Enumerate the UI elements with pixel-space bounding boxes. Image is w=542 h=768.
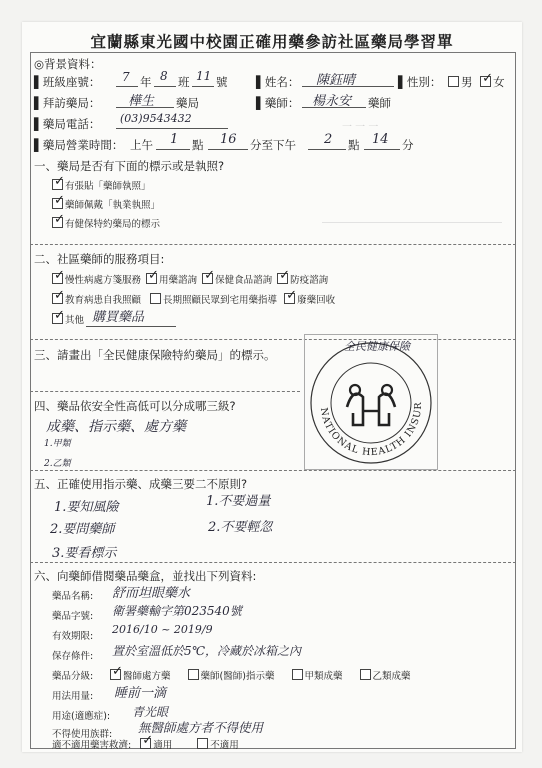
q6-relief-label: 適不適用藥害救濟: [52,740,132,751]
q6-usage-label: 用法用量: [52,691,94,702]
q2-title: 二、社區藥師的服務項目: [34,252,165,266]
class-unit: 班 [178,75,190,89]
section-background-header: ◎背景資料： [34,57,102,71]
checkmark-icon: ✓ [54,308,65,323]
q2-checkbox[interactable] [284,288,297,304]
checkmark-icon: ✓ [54,174,65,189]
q2-checkbox[interactable] [146,268,159,284]
grade-unit: 年 [140,75,152,89]
nhi-logo-icon [305,335,437,469]
hours-start-min: 16 [220,132,237,147]
q2-checkbox[interactable] [150,293,161,304]
q5-do-1: 1.要知風險 [54,500,119,515]
gender-female-label: 女 [493,75,505,89]
logo-ring-text: NATIONAL HEALTH INSUR [317,401,425,459]
q6-class-option-label: 乙類成藥 [372,671,411,682]
checkmark-icon: ✓ [142,733,154,748]
hours-start-hour: 1 [170,132,179,147]
q1-title: 一、藥局是否有下面的標示或是執照? [34,159,225,173]
q6-indication-value: 青光眼 [132,705,169,719]
q2-other [52,308,85,326]
seat-unit: 號 [216,75,228,89]
q6-storage-value: 置於室溫低於5℃，冷藏於冰箱之內 [112,644,302,658]
q6-class-option-label: 甲類成藥 [304,671,343,682]
q6-class-option-label: 醫師處方藥 [123,671,171,682]
q1-item [52,174,151,192]
q1-item-label: 藥師佩戴「執業執照」 [65,200,161,211]
name-value: 陳鈺晴 [316,73,356,88]
q5-dont-2: 2.不要輕忽 [208,520,273,535]
q6-relief-no-label: 不適用 [210,740,239,751]
worksheet [22,22,522,752]
nhi-logo-drawing [304,334,438,470]
hours-end-min: 14 [372,132,389,147]
q6-indication-label: 用途(適應症): [52,711,111,722]
q6-class-option-label: 藥師(醫師)指示藥 [200,671,275,682]
q2-row2 [52,288,336,306]
q6-class-label: 藥品分級: [52,671,94,682]
q6-forbidden-value: 無醫師處方者不得使用 [138,720,264,735]
q6-class-options [110,664,411,682]
q1-checkbox[interactable] [52,212,65,228]
q2-item-label: 保健食品諮詢 [215,275,273,286]
checkmark-icon: ✓ [112,664,123,679]
q4-note2: 2.乙類 [44,459,71,469]
pharmacy-label: ▌拜訪藥局： [34,96,101,110]
q4-note1: 1.甲類 [44,439,71,449]
q6-name-value: 舒而坦眼藥水 [112,586,191,601]
divider [30,391,300,392]
class-value: 8 [160,69,168,83]
page-title: 宜蘭縣東光國中校園正確用藥參訪社區藥局學習單 [90,33,454,51]
grade-value: 7 [122,70,130,84]
q2-item-label: 長期照顧民眾到宅用藥指導 [163,295,278,306]
q6-class-checkbox[interactable] [188,669,199,680]
checkmark-icon: ✓ [286,288,297,303]
seat-value: 11 [196,69,212,83]
pharmacist-value: 楊永安 [312,94,352,109]
q2-checkbox[interactable] [277,268,291,284]
bleed-through-ghost [322,222,502,303]
q6-relief-yes-checkbox[interactable] [140,733,154,749]
hours-end-hour: 2 [324,132,333,147]
divider [30,339,516,340]
checkmark-icon: ✓ [279,268,291,283]
checkmark-icon: ✓ [482,71,494,86]
q2-checkbox[interactable] [202,268,215,284]
pharmacist-label: ▌藥師： [256,96,300,110]
q2-other-value: 購買藥品 [92,310,145,325]
gender-female-checkbox[interactable] [480,71,494,87]
q6-license-value: 衛署藥輸字第023540號 [112,604,242,618]
q6-relief-yes-label: 適用 [153,740,173,751]
q6-title: 六、向藥師借閱藥品藥盒，並找出下列資料: [34,569,257,583]
q2-item-label: 教育病患自我照顧 [65,295,142,306]
q5-dont-1: 1.不要過量 [206,494,271,509]
gender-options [448,71,505,90]
q2-item-label: 防疫諮詢 [290,275,329,286]
q4-answer: 成藥、指示藥、處方藥 [46,419,186,435]
q6-expiry-value: 2016/10 ~ 2019/9 [112,623,213,636]
divider [30,470,516,471]
q2-row1 [52,268,329,286]
q2-item-label: 用藥諮詢 [159,275,198,286]
divider [30,562,516,563]
class-label: ▌班級座號： [34,75,101,89]
hours-point-label: 點 [192,138,204,152]
phone-label: ▌藥局電話： [34,117,101,131]
hours-label: ▌藥局營業時間： [34,138,124,152]
gender-label: ▌性別： [398,75,442,89]
q2-item-label: 慢性病處方箋服務 [65,275,142,286]
checkmark-icon: ✓ [54,288,65,303]
q1-item [52,212,161,230]
hours-point2-label: 點 [348,138,360,152]
bleed-through-ghost: 一 一 一 [342,122,379,133]
hours-min-label: 分 [402,138,414,152]
hours-to-label: 分至下午 [250,138,296,152]
q6-storage-label: 保存條件: [52,651,94,662]
q2-other-checkbox[interactable] [52,308,65,324]
q1-checkbox[interactable] [52,193,65,209]
q2-checkbox[interactable] [52,268,65,284]
pharmacist-unit: 藥師 [368,96,391,110]
q2-checkbox[interactable] [52,288,65,304]
q1-checkbox[interactable] [52,174,65,190]
q6-name-label: 藥品名稱: [52,591,94,602]
q6-class-checkbox[interactable] [360,669,371,680]
q6-license-label: 藥品字號: [52,611,94,622]
q1-item-label: 有健保特約藥局的標示 [65,219,161,230]
gender-male-label: 男 [461,75,473,89]
q2-other-label: 其他 [65,315,85,326]
q6-class-checkbox[interactable] [292,669,303,680]
divider [30,244,516,245]
name-label: ▌姓名： [256,75,300,89]
q6-relief-no-checkbox[interactable] [197,738,208,749]
phone-value: (03)9543432 [120,112,192,125]
q2-item-label: 廢藥回收 [297,295,336,306]
hours-am-label: 上午 [130,138,153,152]
pharmacy-value: 樺生 [128,94,155,109]
q6-forbidden-label: 不得使用族群: [52,729,113,740]
checkmark-icon: ✓ [54,268,65,283]
q4-title: 四、藥品依安全性高低可以分成哪三級? [34,399,236,413]
pharmacy-unit: 藥局 [176,96,199,110]
logo-top-text: 全民健康保險 [344,340,410,353]
checkmark-icon: ✓ [54,212,65,227]
q5-do-2: 2.要問藥師 [50,522,115,537]
checkmark-icon: ✓ [148,268,159,283]
q1-item [52,193,161,211]
q6-expiry-label: 有效期限: [52,631,94,642]
q6-usage-value: 睡前一滴 [114,686,167,701]
checkmark-icon: ✓ [54,193,65,208]
q1-item-label: 有張貼「藥師執照」 [65,181,151,192]
gender-male-checkbox[interactable] [448,76,459,87]
q6-class-checkbox[interactable] [110,664,123,680]
q3-title: 三、請畫出「全民健康保險特約藥局」的標示。 [34,348,276,362]
q5-title: 五、正確使用指示藥、成藥三要二不原則? [34,477,248,491]
q5-do-3: 3.要看標示 [52,546,117,561]
checkmark-icon: ✓ [204,268,215,283]
